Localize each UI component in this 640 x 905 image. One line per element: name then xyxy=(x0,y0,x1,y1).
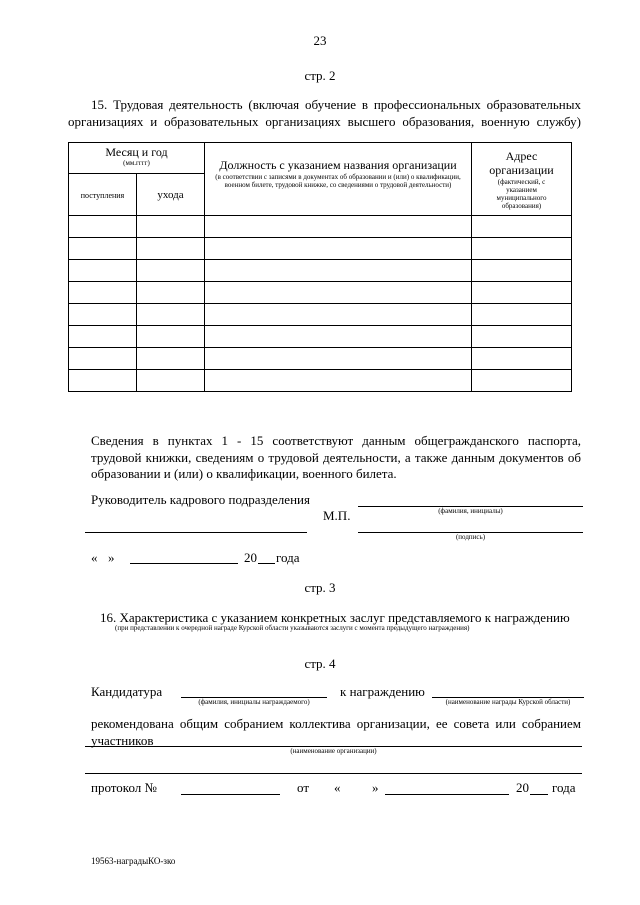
header-position: Должность с указанием названия организации (в соответствии с записями в документах об образовании и (или) о квалификации, военном билете, трудовой книжке, со сведениями о трудовой деятельности) xyxy=(205,143,472,216)
cell-hired[interactable] xyxy=(69,326,137,348)
recommended-line1: рекомендована общим собранием коллектива организации, ее совета или собранием xyxy=(91,716,581,731)
from-label: от xyxy=(297,780,310,795)
cell-address[interactable] xyxy=(472,260,572,282)
to-award-label: к награждению xyxy=(340,684,425,699)
date-year-line[interactable] xyxy=(258,563,275,564)
section-16-heading: 16. Характеристика с указанием конкретных заслуг представляемого к награждению xyxy=(100,610,570,625)
cell-position[interactable] xyxy=(205,326,472,348)
protocol-year-line[interactable] xyxy=(530,794,548,795)
cell-position[interactable] xyxy=(205,282,472,304)
date-day-month-line[interactable] xyxy=(130,563,238,564)
header-hired: поступления xyxy=(69,174,137,216)
caption-signature: (подпись) xyxy=(455,533,486,541)
cell-address[interactable] xyxy=(472,304,572,326)
cell-address[interactable] xyxy=(472,282,572,304)
header-left: ухода xyxy=(137,174,205,216)
cell-left[interactable] xyxy=(137,370,205,392)
cell-position[interactable] xyxy=(205,260,472,282)
protocol-quote-close: » xyxy=(372,780,379,795)
header-month-year: Месяц и год (мм.гггг) xyxy=(69,143,205,174)
date-quote-open: « xyxy=(91,550,98,565)
section-15-heading-line1: 15. Трудовая деятельность (включая обучение в профессиональных образовательных xyxy=(91,97,581,112)
protocol-label: протокол № xyxy=(91,780,157,795)
cell-hired[interactable] xyxy=(69,348,137,370)
date-quote-close: » xyxy=(108,550,115,565)
cell-hired[interactable] xyxy=(69,260,137,282)
cell-position[interactable] xyxy=(205,216,472,238)
cell-position[interactable] xyxy=(205,238,472,260)
cell-left[interactable] xyxy=(137,216,205,238)
hr-extra-line[interactable] xyxy=(85,532,307,533)
cell-left[interactable] xyxy=(137,304,205,326)
protocol-year-prefix: 20 xyxy=(516,780,529,795)
confirmation-line2: трудовой книжки, сведениям о трудовой деятельности, а также данным документов об xyxy=(91,450,581,465)
confirmation-line3: образовании и (или) о квалификации, военного билета. xyxy=(91,466,397,481)
section-16-note: (при представлении к очередной награде Курской области указываются заслуги с момента предыдущего награждения) xyxy=(115,624,470,632)
protocol-year-suffix: года xyxy=(552,780,576,795)
footer-code: 19563-наградыКО-зко xyxy=(91,856,176,866)
cell-address[interactable] xyxy=(472,326,572,348)
table-row xyxy=(69,326,572,348)
confirmation-line1: Сведения в пунктах 1 - 15 соответствуют данным общегражданского паспорта, xyxy=(91,433,581,448)
organization-line-2[interactable] xyxy=(85,773,582,774)
caption-award: (наименование награды Курской области) xyxy=(445,698,571,706)
cell-address[interactable] xyxy=(472,348,572,370)
table-row xyxy=(69,282,572,304)
cell-address[interactable] xyxy=(472,238,572,260)
caption-candidate: (фамилия, инициалы награждаемого) xyxy=(198,698,310,706)
cell-left[interactable] xyxy=(137,326,205,348)
table-row xyxy=(69,238,572,260)
cell-hired[interactable] xyxy=(69,370,137,392)
table-row xyxy=(69,370,572,392)
cell-left[interactable] xyxy=(137,238,205,260)
cell-address[interactable] xyxy=(472,216,572,238)
section-15-heading-line2: организациях и образовательных организациях высшего образования, военную службу) xyxy=(68,114,581,129)
hr-head-label: Руководитель кадрового подразделения xyxy=(91,492,310,507)
cell-hired[interactable] xyxy=(69,216,137,238)
cell-hired[interactable] xyxy=(69,282,137,304)
cell-hired[interactable] xyxy=(69,304,137,326)
cell-left[interactable] xyxy=(137,260,205,282)
cell-hired[interactable] xyxy=(69,238,137,260)
caption-org: (наименование организации) xyxy=(290,747,377,755)
cell-position[interactable] xyxy=(205,304,472,326)
date-year-prefix: 20 xyxy=(244,550,257,565)
cell-left[interactable] xyxy=(137,348,205,370)
protocol-date-line[interactable] xyxy=(385,794,509,795)
table-row xyxy=(69,260,572,282)
employment-table xyxy=(68,142,572,392)
date-year-suffix: года xyxy=(276,550,300,565)
page-label-2: стр. 2 xyxy=(304,68,336,83)
caption-name: (фамилия, инициалы) xyxy=(438,507,503,515)
page-label-3: стр. 3 xyxy=(304,580,336,595)
table-row xyxy=(69,348,572,370)
protocol-number-line[interactable] xyxy=(181,794,280,795)
stamp-label: М.П. xyxy=(323,508,351,523)
cell-position[interactable] xyxy=(205,370,472,392)
header-address: Адрес организации (фактический, с указанием муниципального образования) xyxy=(472,143,572,216)
recommended-line2: участников xyxy=(91,733,154,748)
cell-address[interactable] xyxy=(472,370,572,392)
candidacy-label: Кандидатура xyxy=(91,684,163,699)
protocol-quote-open: « xyxy=(334,780,341,795)
table-row xyxy=(69,304,572,326)
table-row xyxy=(69,216,572,238)
cell-left[interactable] xyxy=(137,282,205,304)
cell-position[interactable] xyxy=(205,348,472,370)
page-label-4: стр. 4 xyxy=(304,656,336,671)
page-number: 23 xyxy=(313,33,327,48)
